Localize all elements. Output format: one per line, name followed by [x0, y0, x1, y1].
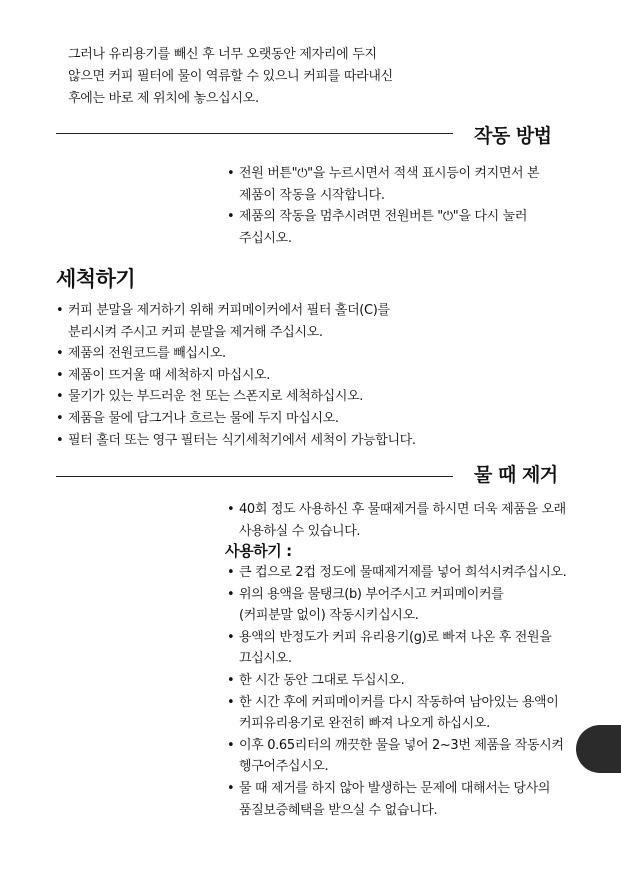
list-item: • 제품을 물에 담그거나 흐르는 물에 두지 마십시오. — [56, 408, 456, 430]
list-item: • 용액의 반정도가 커피 유리용기(g)로 빠져 나온 후 전원을 끄십시오. — [227, 627, 592, 670]
list-item: • 필터 홀더 또는 영구 필터는 식기세척기에서 세척이 가능합니다. — [56, 430, 456, 452]
cleaning-list — [56, 300, 456, 451]
list-item: • 한 시간 동안 그대로 두십시오. — [227, 670, 592, 692]
list-item: • 물 때 제거를 하지 않아 발생하는 문제에 대해서는 당사의 품질보증혜택을 받으실 수 없습니다. — [227, 778, 592, 821]
list-item: • 위의 용액을 물탱크(b) 부어주시고 커피메이커를 (커피분말 없이) 작동시키십시오. — [227, 584, 592, 627]
intro-paragraph — [68, 44, 393, 110]
list-item: • 물기가 있는 부드러운 천 또는 스폰지로 세척하십시오. — [56, 386, 456, 408]
operation-list — [227, 163, 597, 249]
list-item: • 제품이 뜨거울 때 세척하지 마십시오. — [56, 365, 456, 387]
list-item: • 제품의 작동을 멈추시려면 전원버튼 "⏻"을 다시 눌러 주십시오. — [227, 206, 597, 249]
intro-line: 후에는 바로 제 위치에 놓으십시오. — [68, 91, 259, 106]
list-item: • 40회 정도 사용하신 후 물때제거를 하시면 더욱 제품을 오래 사용하실 수 있습니다. — [227, 499, 592, 542]
list-item: • 큰 컵으로 2컵 정도에 물때제거제를 넣어 희석시켜주십시오. — [227, 562, 592, 584]
intro-line: 않으면 커피 필터에 물이 역류할 수 있으니 커피를 따라내신 — [68, 69, 393, 84]
cleaning-title: 세척하기 — [56, 267, 136, 291]
list-item: • 제품의 전원코드를 빼십시오. — [56, 343, 456, 365]
operation-title: 작동 방법 — [474, 125, 552, 147]
page-edge-tab — [576, 725, 621, 773]
list-item: • 전원 버튼"⏻"을 누르시면서 적색 표시등이 켜지면서 본 제품이 작동을 시작합니다. — [227, 163, 597, 206]
descaling-intro — [227, 499, 592, 542]
list-item: • 커피 분말을 제거하기 위해 커피메이커에서 필터 홀더(C)를 분리시켜 주시고 커피 분말을 제거해 주십시오. — [56, 300, 456, 343]
list-item: • 한 시간 후에 커피메이커를 다시 작동하여 남아있는 용액이 커피유리용기로 완전히 빠져 나오게 하십시오. — [227, 692, 592, 735]
descaling-title: 물 때 제거 — [474, 464, 558, 486]
section-divider — [56, 476, 453, 477]
descaling-steps — [227, 562, 592, 821]
intro-line: 그러나 유리용기를 빼신 후 너무 오랫동안 제자리에 두지 — [68, 47, 377, 62]
section-divider — [56, 133, 453, 134]
usage-label: 사용하기 : — [225, 542, 292, 560]
list-item: • 이후 0.65리터의 깨끗한 물을 넣어 2~3번 제품을 작동시켜 헹구어주십시오. — [227, 735, 592, 778]
